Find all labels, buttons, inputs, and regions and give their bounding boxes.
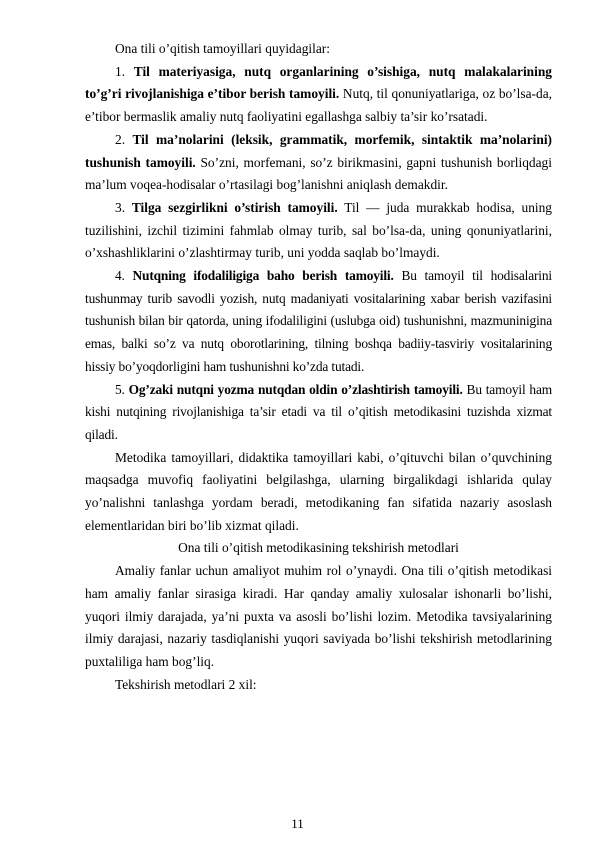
- document-page: [85, 38, 552, 696]
- principle-5-title: Og’zaki nutqni yozma nutqdan oldin o’zlashtirish tamoyili.: [128, 381, 463, 397]
- principle-3-text: Til — juda murakkab hodisa, uning tuzilishini, izchil tizimini fahmlab olmay turib, sal bo’lsa-da, uning qonuniyatlarini, o’xshashliklarini o’zlashtirmay turib, uni yodda saqlab bo’lmaydi.: [85, 199, 553, 261]
- principle-5-number: 5.: [115, 381, 125, 397]
- principle-1-title: Til materiyasiga, nutq organlarining o’sishiga, nutq malakalarining to’g’ri rivojlanishiga e’tibor berish tamoyili.: [85, 63, 552, 102]
- principle-4-number: 4.: [115, 268, 125, 284]
- intro-line: Ona tili o’qitish tamoyillari quyidagilar:: [115, 41, 330, 56]
- closing-line: Tekshirish metodlari 2 xil:: [115, 676, 257, 692]
- principle-4-text: Bu tamoyil til hodisalarini tushunmay turib savodli yozish, nutq madaniyati vositalarining xabar berish vazifasini tushunish bilan bir qatorda, uning ifodaliligini (uslubga oid) tushunishni, mazmuninigina emas, balki so’z va nutq oborotlarining, tilning boshqa badiiy-tasviriy vositalarining hissiy bo’yoqdorligini ham tushunishni ko’zda tutadi.: [85, 268, 552, 374]
- principle-3-title: Tilga sezgirlikni o’stirish tamoyili.: [131, 199, 338, 215]
- principle-5-text: Bu tamoyil ham kishi nutqining rivojlanishiga ta’sir etadi va til o’qitish metodikasini tuzishda xizmat qiladi.: [85, 381, 553, 442]
- principle-2-title: Til ma’nolarini (leksik, grammatik, morfemik, sintaktik ma’nolarini) tushunish tamoyili.: [85, 131, 552, 170]
- principle-2-text: So’zni, morfemani, so’z birikmasini, gapni tushunish borliqdagi ma’lum voqea-hodisalar o’rtasilagi bog’lanishni aniqlash demakdir.: [85, 154, 552, 193]
- principle-3: [85, 197, 552, 265]
- principle-4: [85, 265, 552, 379]
- principle-4-title: Nutqning ifodaliligiga baho berish tamoyili.: [132, 268, 394, 284]
- principle-3-number: 3.: [115, 199, 126, 215]
- principle-1-text: Nutq, til qonuniyatlariga, oz bo’lsa-da, e’tibor bermaslik amaliy nutq faoliyatini egallashga salbiy ta’sir ko’rsatadi.: [85, 86, 552, 125]
- principle-1-number: 1.: [115, 63, 126, 79]
- principle-5: [85, 379, 552, 447]
- principle-2: [85, 129, 552, 197]
- section-paragraph: Amaliy fanlar uchun amaliyot muhim rol o’ynaydi. Ona tili o’qitish metodikasi ham amaliy fanlar sirasiga kiradi. Har qanday amaliy xulosalar ishonarli bo’lishi, yuqori ilmiy darajada, ya’ni puxta va asosli bo’lishi lozim. Metodika tavsiyalarining ilmiy darajasi, nazariy tasdiqlanishi yuqori saviyada bo’lishi tekshirish metodlarining puxtaliligа ham bog’liq.: [85, 563, 552, 669]
- section-heading: Ona tili o’qitish metodikasining tekshirish metodlari: [178, 540, 459, 556]
- page-number: 11: [291, 816, 304, 831]
- principle-1: [85, 61, 552, 129]
- methodology-paragraph: Metodika tamoyillari, didaktika tamoyillari kabi, o’qituvchi bilan o’quvchining maqsadga muvofiq faoliyatini belgilashga, ularning birgalikdagi ishlarida qulay yo’nalishni tanlashga yordam beradi, metodikaning fan sifatida nazariy asoslash elementlaridan biri bo’lib xizmat qiladi.: [85, 449, 552, 533]
- principle-2-number: 2.: [115, 131, 126, 147]
